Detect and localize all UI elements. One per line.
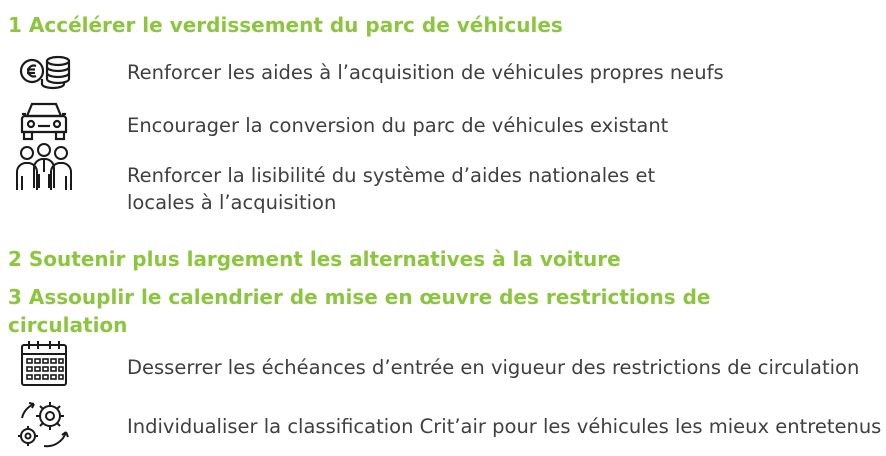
euro-coins-icon [14,48,74,96]
section-2-title: 2 Soutenir plus largement les alternatives à la voiture [8,247,621,271]
item-text: Renforcer la lisibilité du système d’aides nationales et locales à l’acquisition [127,164,656,214]
section-1-title: 1 Accélérer le verdissement du parc de véhicules [8,13,563,37]
item-text: Desserrer les échéances d’entrée en vigueur des restrictions de circulation [127,356,860,379]
item-text: Individualiser la classification Crit’air pour les véhicules les mieux entretenus [127,415,882,438]
section-3-title: 3 Assouplir le calendrier de mise en œuvre des restrictions de circulation [8,285,711,337]
item-text: Renforcer les aides à l’acquisition de véhicules propres neufs [127,61,724,84]
calendar-icon [14,340,74,388]
car-icon [14,98,74,146]
people-group-icon [14,142,74,194]
item-text: Encourager la conversion du parc de véhicules existant [127,114,669,137]
gears-cycle-icon [14,398,74,452]
